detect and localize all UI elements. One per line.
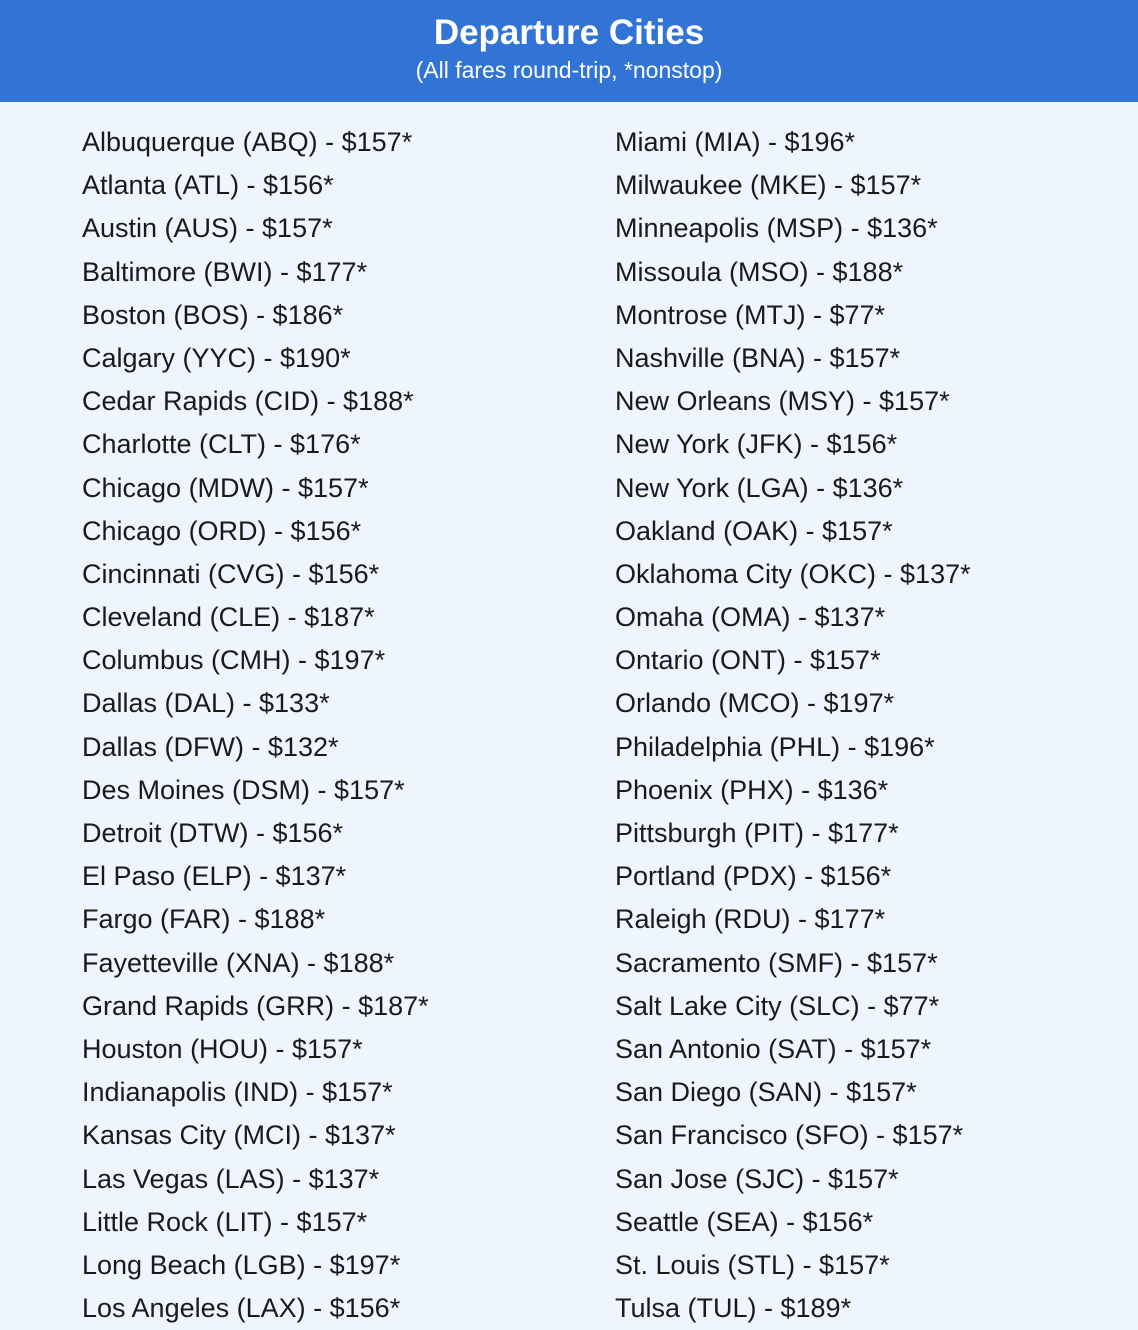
city-fare-item: Indianapolis (IND) - $157* xyxy=(82,1077,393,1108)
city-fare-item: Little Rock (LIT) - $157* xyxy=(82,1206,368,1237)
city-fare-item: San Jose (SJC) - $157* xyxy=(615,1163,899,1194)
city-fare-item: Albuquerque (ABQ) - $157* xyxy=(82,127,413,157)
city-fare-item: Fargo (FAR) - $188* xyxy=(82,904,326,935)
city-fare-item: Cedar Rapids (CID) - $188* xyxy=(82,386,414,417)
city-fare-item: Salt Lake City (SLC) - $77* xyxy=(615,990,940,1021)
city-fare-item: Las Vegas (LAS) - $137* xyxy=(82,1163,380,1194)
city-fare-item: Austin (AUS) - $157* xyxy=(82,213,333,244)
city-fare-item: Dallas (DFW) - $132* xyxy=(82,731,339,762)
city-fare-item: Atlanta (ATL) - $156* xyxy=(82,170,334,201)
city-fare-item: Fayetteville (XNA) - $188* xyxy=(82,947,395,978)
page-title: Departure Cities xyxy=(433,13,705,52)
city-fare-item: St. Louis (STL) - $157* xyxy=(615,1249,890,1280)
city-fare-item: Baltimore (BWI) - $177* xyxy=(82,256,368,287)
city-fare-item: Charlotte (CLT) - $176* xyxy=(82,429,361,460)
city-fare-item: San Francisco (SFO) - $157* xyxy=(615,1120,964,1151)
city-fare-item: Tulsa (TUL) - $189* xyxy=(615,1293,852,1324)
header-banner xyxy=(0,0,1138,102)
city-fare-item: New Orleans (MSY) - $157* xyxy=(615,386,950,417)
city-fare-item: Columbus (CMH) - $197* xyxy=(82,645,386,676)
city-fare-item: Omaha (OMA) - $137* xyxy=(615,602,886,633)
departure-cities-left-column xyxy=(82,121,429,1330)
city-fare-item: Portland (PDX) - $156* xyxy=(615,861,892,892)
city-fare-item: Oakland (OAK) - $157* xyxy=(615,515,893,546)
city-fare-item: New York (LGA) - $136* xyxy=(615,472,904,503)
city-fare-item: San Antonio (SAT) - $157* xyxy=(615,1033,932,1064)
city-fare-item: Des Moines (DSM) - $157* xyxy=(82,774,405,805)
city-fare-item: Seattle (SEA) - $156* xyxy=(615,1206,874,1237)
city-fare-item: Milwaukee (MKE) - $157* xyxy=(615,170,922,201)
city-fare-item: El Paso (ELP) - $137* xyxy=(82,861,347,892)
city-fare-item: Detroit (DTW) - $156* xyxy=(82,818,344,848)
city-fare-item: Nashville (BNA) - $157* xyxy=(615,342,901,373)
city-fare-item: Houston (HOU) - $157* xyxy=(82,1033,363,1064)
city-fare-item: San Diego (SAN) - $157* xyxy=(615,1077,917,1108)
city-fare-item: Boston (BOS) - $186* xyxy=(82,299,344,330)
city-fare-item: Phoenix (PHX) - $136* xyxy=(615,774,889,805)
city-fare-item: Miami (MIA) - $196* xyxy=(615,127,856,157)
city-fare-item: Kansas City (MCI) - $137* xyxy=(82,1120,396,1151)
city-fare-item: Sacramento (SMF) - $157* xyxy=(615,947,938,978)
city-fare-item: Minneapolis (MSP) - $136* xyxy=(615,213,938,244)
city-fare-item: Dallas (DAL) - $133* xyxy=(82,688,330,719)
city-fare-item: Chicago (ORD) - $156* xyxy=(82,515,362,546)
departure-cities-right-column xyxy=(615,121,971,1330)
city-fare-item: Chicago (MDW) - $157* xyxy=(82,472,369,503)
city-fare-item: Calgary (YYC) - $190* xyxy=(82,342,351,373)
city-fare-item: Pittsburgh (PIT) - $177* xyxy=(615,818,899,848)
city-fare-item: Cincinnati (CVG) - $156* xyxy=(82,558,380,589)
city-fare-item: Montrose (MTJ) - $77* xyxy=(615,299,886,330)
page-subtitle: (All fares round-trip, *nonstop) xyxy=(415,57,723,83)
city-fare-item: Oklahoma City (OKC) - $137* xyxy=(615,558,971,589)
city-fare-item: Grand Rapids (GRR) - $187* xyxy=(82,990,429,1021)
city-fare-item: Orlando (MCO) - $197* xyxy=(615,688,895,719)
city-fare-item: Ontario (ONT) - $157* xyxy=(615,645,881,676)
city-fare-item: Los Angeles (LAX) - $156* xyxy=(82,1293,401,1324)
city-fare-item: New York (JFK) - $156* xyxy=(615,429,898,460)
city-fare-item: Philadelphia (PHL) - $196* xyxy=(615,731,935,762)
city-fare-item: Cleveland (CLE) - $187* xyxy=(82,602,375,633)
city-fare-item: Missoula (MSO) - $188* xyxy=(615,256,904,287)
city-fare-item: Long Beach (LGB) - $197* xyxy=(82,1249,401,1280)
city-fare-item: Raleigh (RDU) - $177* xyxy=(615,904,886,935)
